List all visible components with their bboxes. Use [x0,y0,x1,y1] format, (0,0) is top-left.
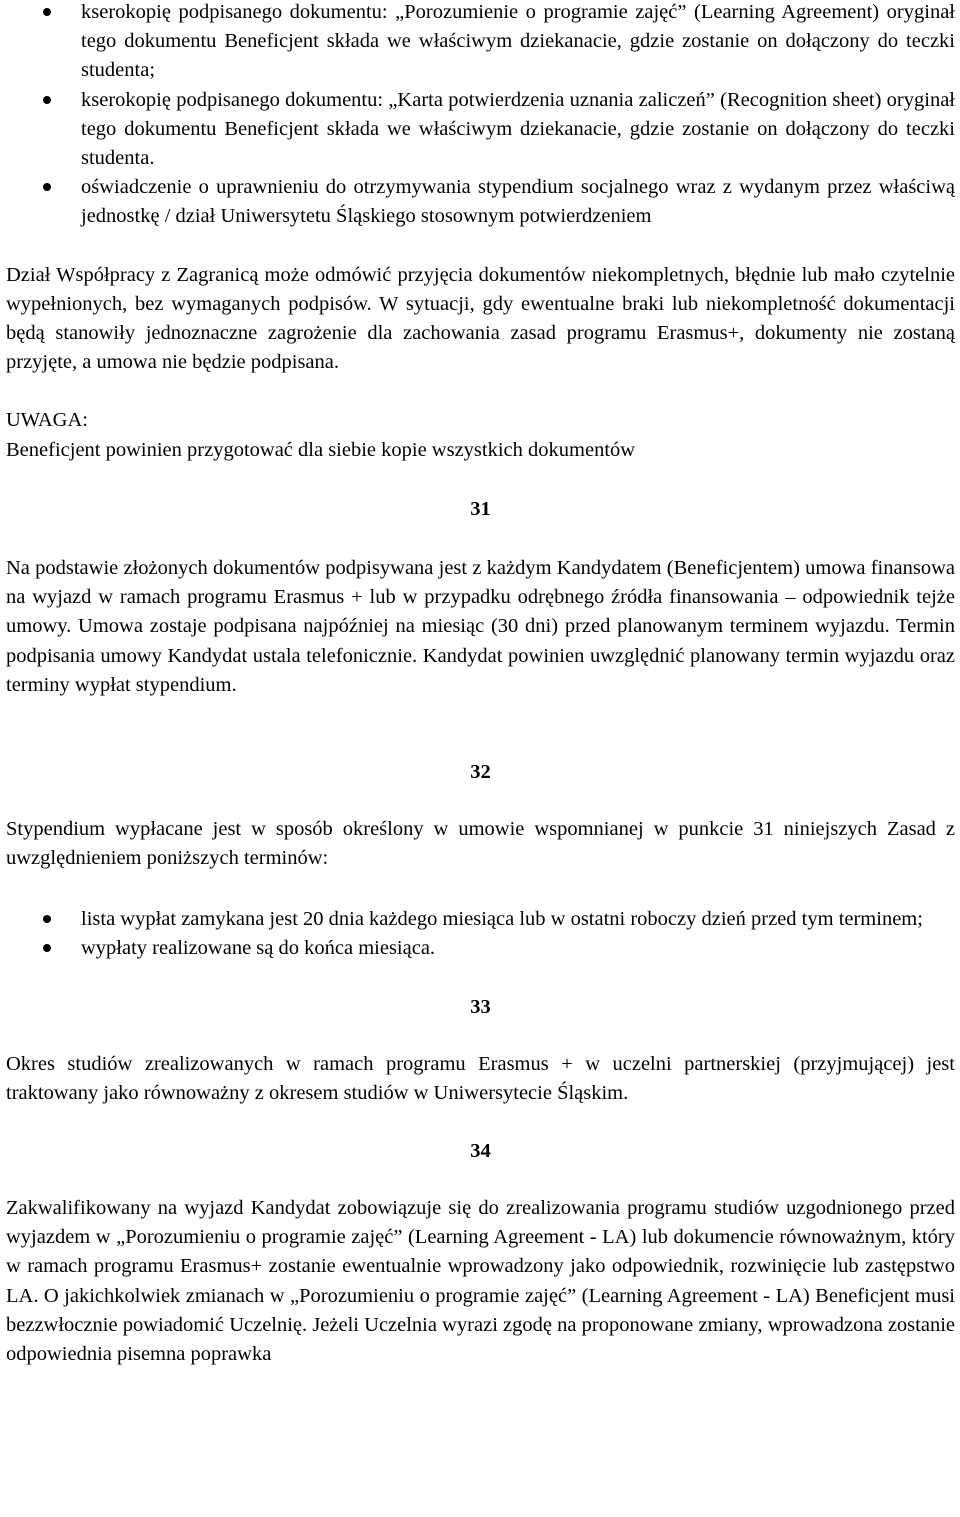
list-item [6,934,955,963]
list-item [6,173,955,231]
section-33-text: Okres studiów zrealizowanych w ramach programu Erasmus + w uczelni partnerskiej (przyjmującej) jest traktowany jako równoważny z okresem studiów w Uniwersytecie Śląskim. [6,1053,955,1105]
section-number-33: 33 [470,996,491,1019]
note-label: UWAGA: [6,409,88,432]
section-number-32: 32 [470,761,491,784]
section-number-31: 31 [470,497,491,520]
section-34-text: Zakwalifikowany na wyjazd Kandydat zobowiązuje się do zrealizowania programu studiów uzgodnionego przed wyjazdem w „Porozumieniu o programie zajęć” (Learning Agreement - LA) lub dokumencie równoważnym, który w ramach programu Erasmus+ zostanie ewentualnie wprowadzony jako odpowiednik, rozwinięcie lub zastępstwo LA. O jakichkolwiek zmianach w „Porozumieniu o programie zajęć” (Learning Agreement - LA) Beneficjent musi bezzwłocznie powiadomić Uczelnię. Jeżeli Uczelnia wyrazi zgodę na proponowane zmiany, wprowadzona zostanie odpowiednia pisemna poprawka [6,1196,955,1365]
paragraph-dzial: Dział Współpracy z Zagranicą może odmówić przyjęcia dokumentów niekompletnych, błędnie lub mało czytelnie wypełnionych, bez wymaganych podpisów. W sytuacji, gdy ewentualne braki lub niekompletność dokumentacji będą stanowiły jednoznaczne zagrożenie dla zachowania zasad programu Erasmus+, dokumenty nie zostaną przyjęte, a umowa nie będzie podpisana. [6,263,955,374]
list-item [6,86,955,174]
list-item-text: kserokopię podpisanego dokumentu: „Porozumienie o programie zajęć” (Learning Agreement) oryginał tego dokumentu Beneficjent składa we właściwym dziekanacie, gdzie zostanie on dołączony do teczki studenta; [81,1,955,82]
list-item-text: lista wypłat zamykana jest 20 dnia każdego miesiąca lub w ostatni roboczy dzień przed tym terminem; [81,907,923,930]
bullet-icon [43,183,51,191]
bullet-icon [43,944,51,952]
section-number-34: 34 [470,1139,491,1162]
list-item [6,0,955,86]
bullet-icon [43,8,51,16]
note-text: Beneficjent powinien przygotować dla siebie kopie wszystkich dokumentów [6,438,636,461]
section-31-text: Na podstawie złożonych dokumentów podpisywana jest z każdym Kandydatem (Beneficjentem) umowa finansowa na wyjazd w ramach programu Erasmus + lub w przypadku odrębnego źródła finansowania – odpowiednik tejże umowy. Umowa zostaje podpisana najpóźniej na miesiąc (30 dni) przed planowanym terminem wyjazdu. Termin podpisania umowy Kandydat ustala telefonicznie. Kandydat powinien uwzględnić planowany termin wyjazdu oraz terminy wypłat stypendium. [6,557,955,696]
list-item-text: oświadczenie o uprawnieniu do otrzymywania stypendium socjalnego wraz z wydanym przez właściwą jednostkę / dział Uniwersytetu Śląskiego stosownym potwierdzeniem [81,176,955,228]
required-documents-list [6,0,955,232]
payment-terms-list [6,905,955,963]
bullet-icon [43,96,51,104]
bullet-icon [43,915,51,923]
list-item-text: kserokopię podpisanego dokumentu: „Karta potwierdzenia uznania zaliczeń” (Recognition sheet) oryginał tego dokumentu Beneficjent składa we właściwym dziekanacie, gdzie zostanie on dołączony do teczki studenta. [81,88,955,170]
section-32-text: Stypendium wypłacane jest w sposób określony w umowie wspomnianej w punkcie 31 niniejszych Zasad z uwzględnieniem poniższych terminów: [6,818,955,870]
list-item-text: wypłaty realizowane są do końca miesiąca. [81,936,436,959]
list-item [6,905,955,934]
